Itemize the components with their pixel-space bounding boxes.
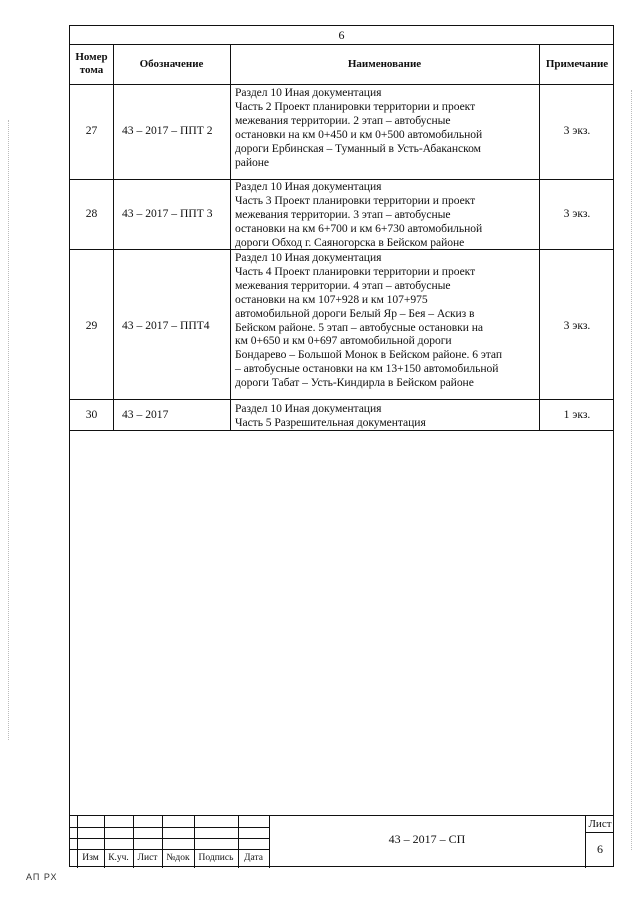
row-note: 3 экз. [563, 319, 591, 332]
archive-stamp: АП РХ [26, 872, 58, 882]
column-line [230, 44, 231, 430]
row-note: 3 экз. [563, 124, 591, 137]
column-line [113, 44, 114, 430]
title-block-label-change: Изм [82, 853, 99, 863]
row-note: 1 экз. [563, 408, 591, 421]
title-block-sheet-label: Лист [588, 818, 612, 830]
title-block-label-sheet: Лист [137, 853, 158, 863]
title-block-label-doc: №док [166, 853, 190, 863]
row-number: 30 [85, 408, 98, 421]
title-block-label-signature: Подпись [198, 853, 234, 863]
header-name: Наименование [347, 58, 422, 70]
column-line [539, 44, 540, 430]
row-name: Раздел 10 Иная документация Часть 5 Разрешительная документация [235, 402, 426, 429]
row-name: Раздел 10 Иная документация Часть 4 Проект планировки территории и проект межевания территории. 4 этап – автобусные остановки на км 107+928 и км 107+975 автомобильной дороги Белый Яр – Бея – Аскиз в Бейском районе. 5 этап – автобусные остановки на км 0+650 и км 0+697 автомобильной дороги Бондарево – Большой Монок в Бейском районе. 6 этап – автобусные остановки на км 13+150 автомобильной дороги Табат – Усть-Киндирла в Бейском районе [235, 251, 503, 390]
title-block-label-count: К.уч. [108, 853, 129, 863]
row-note: 3 экз. [563, 207, 591, 220]
row-number: 29 [85, 319, 98, 332]
title-block-grid-line [70, 827, 269, 828]
title-block-sheet-number: 6 [597, 842, 603, 856]
header-designation: Обозначение [139, 58, 204, 70]
title-block-document-code: 43 – 2017 – СП [388, 832, 466, 846]
page-number: 6 [338, 28, 345, 42]
title-block-grid-line [70, 849, 269, 850]
header-top-line [70, 44, 613, 45]
row-number: 28 [85, 207, 98, 220]
header-bottom-line [70, 84, 613, 85]
table-bottom-line [70, 430, 613, 431]
title-block-top-line [70, 815, 613, 816]
row-designation: 43 – 2017 [122, 408, 169, 421]
title-block-label-date: Дата [244, 853, 263, 863]
document-sheet [69, 25, 614, 867]
row-number: 27 [85, 124, 98, 137]
row-divider [70, 399, 613, 400]
title-block-grid-line [70, 838, 269, 839]
row-name: Раздел 10 Иная документация Часть 3 Проект планировки территории и проект межевания территории. 3 этап – автобусные остановки на км 6+700 и км 6+730 автомобильной дороги Обход г. Саяногорска в Бейском районе [235, 180, 483, 249]
header-volume-number: Номер тома [75, 51, 108, 76]
row-name: Раздел 10 Иная документация Часть 2 Проект планировки территории и проект межевания территории. 2 этап – автобусные остановки на км 0+450 и км 0+500 автомобильной дороги Ербинская – Туманный в Усть-Абаканском районе [235, 86, 483, 169]
row-designation: 43 – 2017 – ППТ4 [122, 319, 210, 332]
row-designation: 43 – 2017 – ППТ 2 [122, 124, 213, 137]
title-block-sheet-line [585, 832, 613, 833]
row-designation: 43 – 2017 – ППТ 3 [122, 207, 213, 220]
header-note: Примечание [545, 58, 609, 70]
scan-margin-dots [8, 120, 10, 740]
scan-margin-dots [631, 90, 633, 850]
